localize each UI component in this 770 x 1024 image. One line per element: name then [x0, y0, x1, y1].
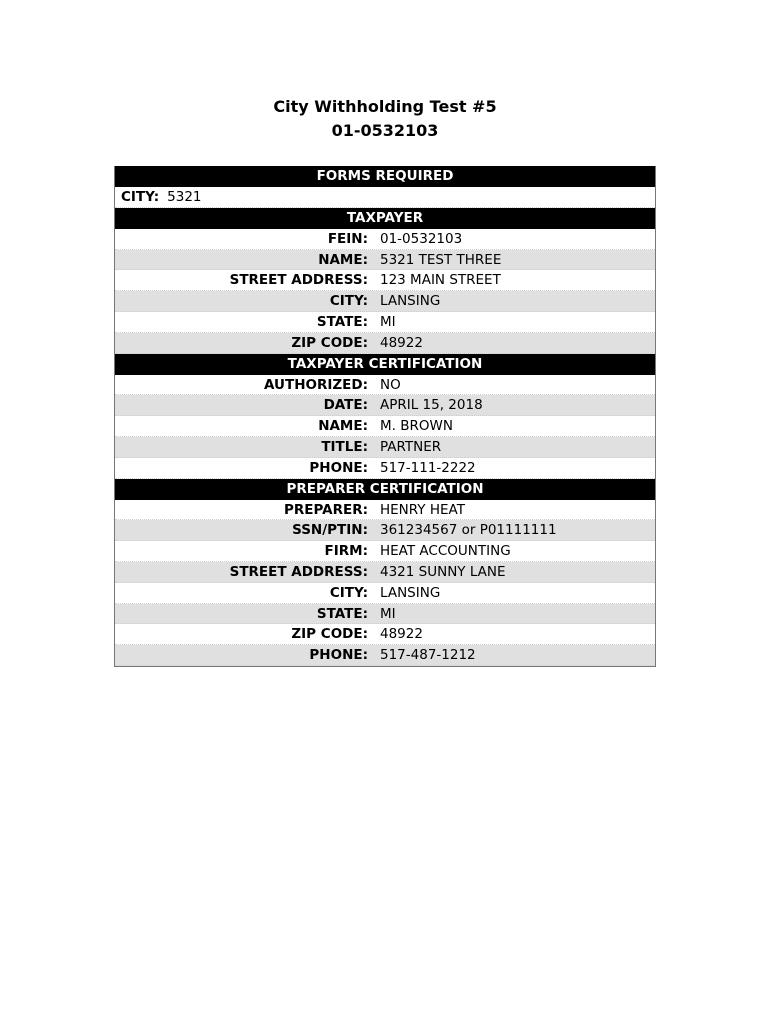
- field-value: MI: [380, 605, 396, 622]
- cert-date-row: [115, 395, 655, 416]
- field-label: STATE:: [316, 605, 368, 622]
- taxpayer-certification-header: TAXPAYER CERTIFICATION: [115, 354, 655, 375]
- field-value: HENRY HEAT: [380, 501, 465, 518]
- field-value: 361234567 or P01111111: [380, 522, 557, 539]
- preparer-state-row: [115, 604, 655, 625]
- field-value: 123 MAIN STREET: [380, 272, 501, 289]
- taxpayer-header: TAXPAYER: [115, 208, 655, 229]
- taxpayer-name-row: [115, 250, 655, 271]
- form-table: [114, 166, 656, 667]
- taxpayer-zip-row: [115, 333, 655, 354]
- field-label: CITY:: [121, 189, 160, 205]
- field-value: 5321 TEST THREE: [380, 251, 502, 268]
- preparer-ssn-ptin-row: [115, 520, 655, 541]
- field-label: STATE:: [316, 313, 368, 330]
- field-value: NO: [380, 376, 401, 393]
- document-subtitle: 01-0532103: [331, 121, 439, 140]
- field-value: 01-0532103: [380, 230, 463, 247]
- field-label: NAME:: [318, 418, 368, 435]
- field-value: 48922: [380, 334, 423, 351]
- field-value: HEAT ACCOUNTING: [380, 543, 511, 560]
- field-label: STREET ADDRESS:: [229, 272, 368, 289]
- cert-authorized-row: [115, 375, 655, 396]
- field-label: ZIP CODE:: [291, 334, 368, 351]
- field-value: M. BROWN: [380, 418, 453, 435]
- field-label: PREPARER:: [283, 501, 368, 518]
- taxpayer-street-row: [115, 270, 655, 291]
- field-value: 48922: [380, 626, 423, 643]
- field-value: 517-487-1212: [380, 647, 476, 664]
- taxpayer-fein-row: [115, 229, 655, 250]
- field-label: CITY:: [329, 293, 368, 310]
- field-value: MI: [380, 313, 396, 330]
- preparer-certification-header: PREPARER CERTIFICATION: [115, 479, 655, 500]
- field-label: FEIN:: [327, 230, 368, 247]
- field-value: 517-111-2222: [380, 459, 476, 476]
- field-label: STREET ADDRESS:: [229, 563, 368, 580]
- field-label: TITLE:: [321, 438, 368, 455]
- preparer-firm-row: [115, 541, 655, 562]
- document-title-block: [0, 95, 770, 143]
- preparer-phone-row: [115, 645, 655, 666]
- document-title: City Withholding Test #5: [273, 97, 497, 116]
- cert-name-row: [115, 416, 655, 437]
- taxpayer-state-row: [115, 312, 655, 333]
- preparer-city-row: [115, 583, 655, 604]
- field-value: 4321 SUNNY LANE: [380, 563, 506, 580]
- field-label: FIRM:: [324, 543, 368, 560]
- field-label: SSN/PTIN:: [292, 522, 368, 539]
- field-label: NAME:: [318, 251, 368, 268]
- preparer-zip-row: [115, 624, 655, 645]
- preparer-street-row: [115, 562, 655, 583]
- field-label: CITY:: [329, 584, 368, 601]
- field-label: ZIP CODE:: [291, 626, 368, 643]
- preparer-name-row: [115, 500, 655, 521]
- field-label: PHONE:: [309, 647, 368, 664]
- cert-phone-row: [115, 458, 655, 479]
- field-value: LANSING: [380, 584, 441, 601]
- field-label: AUTHORIZED:: [263, 376, 368, 393]
- field-label: DATE:: [323, 397, 368, 414]
- field-value: PARTNER: [380, 438, 442, 455]
- field-value: APRIL 15, 2018: [380, 397, 483, 414]
- field-label: PHONE:: [309, 459, 368, 476]
- field-value: LANSING: [380, 293, 441, 310]
- forms-required-city-row: [115, 187, 655, 208]
- taxpayer-city-row: [115, 291, 655, 312]
- field-value: 5321: [167, 189, 202, 205]
- cert-title-row: [115, 437, 655, 458]
- forms-required-header: FORMS REQUIRED: [115, 166, 655, 187]
